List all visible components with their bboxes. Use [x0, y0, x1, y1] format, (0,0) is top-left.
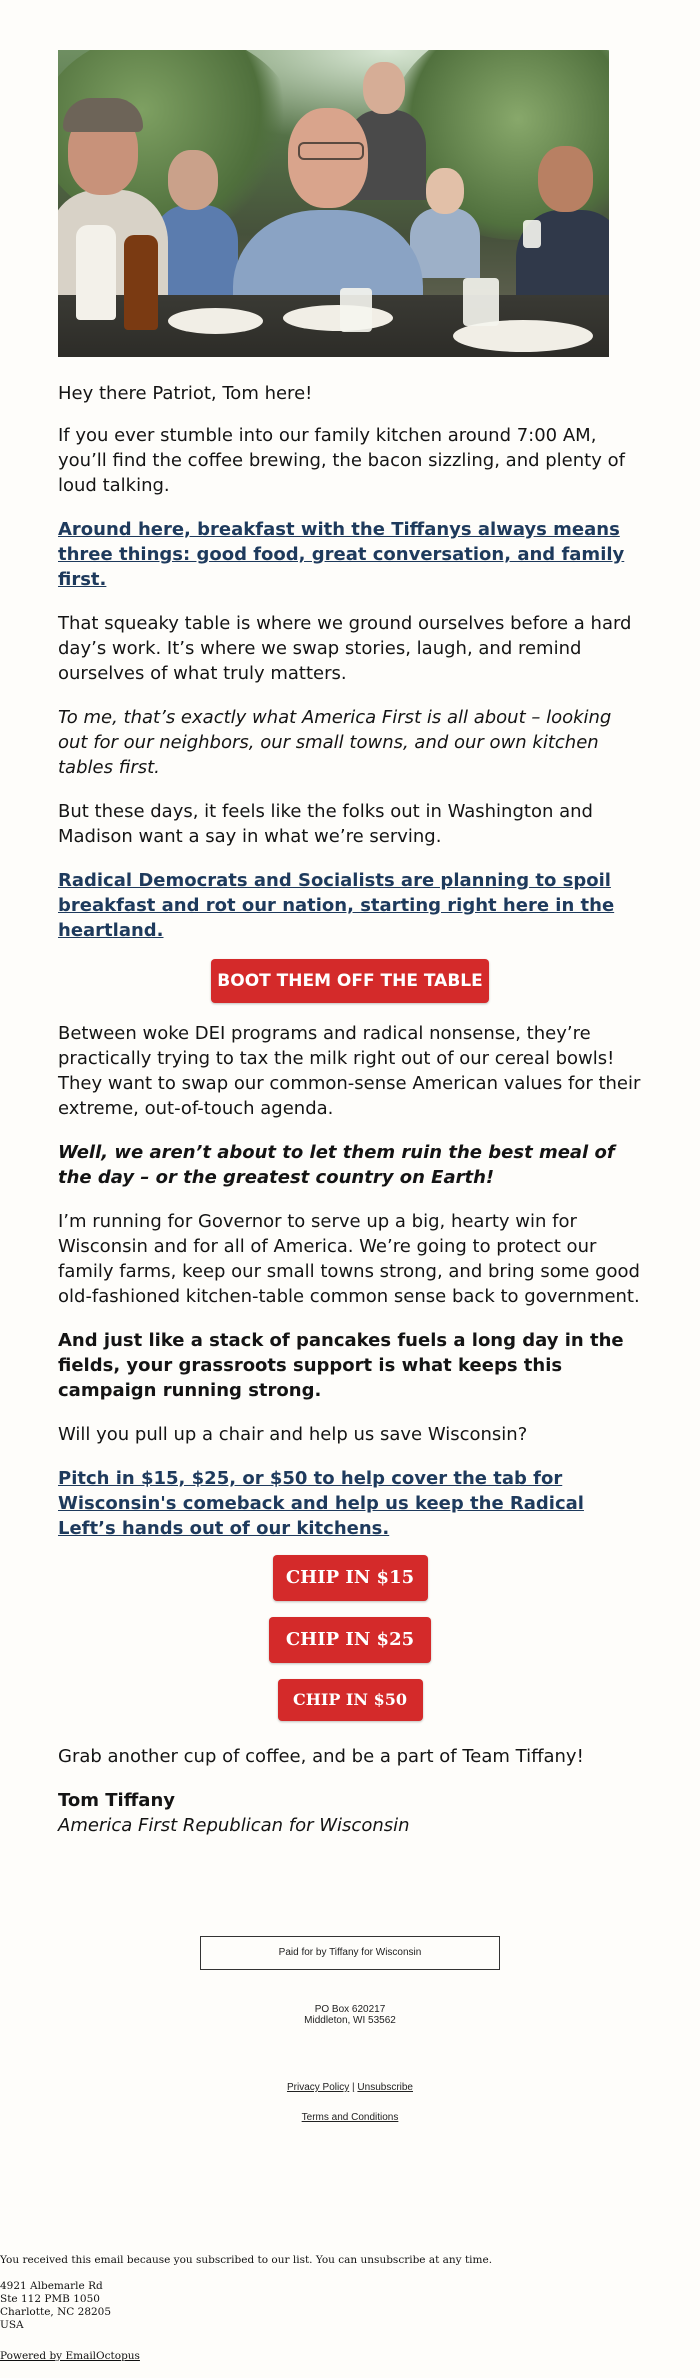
unsubscribe-link[interactable]: Unsubscribe: [357, 2082, 413, 2093]
pull-up-chair-paragraph: Will you pull up a chair and help us save Wisconsin?: [58, 1424, 528, 1445]
greeting-text: Hey there Patriot, Tom here!: [58, 383, 313, 404]
powered-by-link[interactable]: Powered by EmailOctopus: [0, 2350, 140, 2362]
po-box: PO Box 620217: [314, 2004, 386, 2015]
signature-title: America First Republican for Wisconsin: [58, 1815, 410, 1836]
governor-paragraph: I’m running for Governor to serve up a big, hearty win for Wisconsin and for all of America. We’re going to protect our family farms, keep our small towns strong, and bring some good old-fashioned kitchen-table common sense back to government.: [58, 1211, 640, 1307]
policy-links: [200, 2082, 500, 2093]
breakfast-link[interactable]: Around here, breakfast with the Tiffanys always means three things: good food, great conversation, and family first.: [58, 519, 625, 590]
washington-paragraph: But these days, it feels like the folks out in Washington and Madison want a say in what we’re serving.: [58, 801, 593, 847]
address-line-4: USA: [0, 2319, 24, 2331]
link-separator: |: [352, 2082, 355, 2093]
chip-in-15-button[interactable]: CHIP IN $15: [273, 1555, 428, 1601]
table-paragraph: That squeaky table is where we ground ourselves before a hard day’s work. It’s where we swap stories, laugh, and remind ourselves of what truly matters.: [58, 613, 632, 684]
address-line-3: Charlotte, NC 28205: [0, 2306, 112, 2318]
chip-in-50-button[interactable]: CHIP IN $50: [278, 1679, 423, 1721]
email-content: [58, 50, 642, 1838]
pitch-in-link[interactable]: Pitch in $15, $25, or $50 to help cover the tab for Wisconsin's comeback and help us keep the Radical Left’s hands out of our kitchens.: [58, 1468, 584, 1539]
woke-paragraph: Between woke DEI programs and radical nonsense, they’re practically trying to tax the milk right out of our cereal bowls! They want to swap our common-sense American values for their extreme, out-of-touch agenda.: [58, 1023, 641, 1119]
po-city: Middleton, WI 53562: [304, 2015, 396, 2026]
signature-name: Tom Tiffany: [58, 1790, 175, 1811]
coffee-paragraph: Grab another cup of coffee, and be a part of Team Tiffany!: [58, 1746, 584, 1767]
america-first-paragraph: To me, that’s exactly what America First is all about – looking out for our neighbors, our small towns, and our own kitchen tables first.: [58, 707, 612, 778]
campaign-address: [200, 2004, 500, 2026]
pancakes-paragraph: And just like a stack of pancakes fuels a long day in the fields, your grassroots support is what keeps this campaign running strong.: [58, 1330, 624, 1401]
boot-them-button[interactable]: BOOT THEM OFF THE TABLE: [211, 959, 489, 1003]
privacy-policy-link[interactable]: Privacy Policy: [286, 2082, 350, 2093]
intro-paragraph: If you ever stumble into our family kitchen around 7:00 AM, you’ll find the coffee brewing, the bacon sizzling, and plenty of loud talking.: [58, 425, 625, 496]
terms-links: [200, 2112, 500, 2123]
radical-democrats-link[interactable]: Radical Democrats and Socialists are planning to spoil breakfast and rot our nation, starting right here in the heartland.: [58, 870, 615, 941]
terms-link[interactable]: Terms and Conditions: [301, 2112, 399, 2123]
paid-for-disclaimer: Paid for by Tiffany for Wisconsin: [200, 1936, 500, 1970]
address-line-1: 4921 Albemarle Rd: [0, 2280, 103, 2292]
subscription-notice: You received this email because you subscribed to our list. You can unsubscribe at any time.: [0, 2254, 493, 2266]
address-line-2: Ste 112 PMB 1050: [0, 2293, 100, 2305]
best-meal-paragraph: Well, we aren’t about to let them ruin the best meal of the day – or the greatest country on Earth!: [58, 1142, 615, 1188]
hero-photo: [58, 50, 609, 357]
chip-in-25-button[interactable]: CHIP IN $25: [269, 1617, 431, 1663]
sender-address: [0, 2280, 111, 2332]
